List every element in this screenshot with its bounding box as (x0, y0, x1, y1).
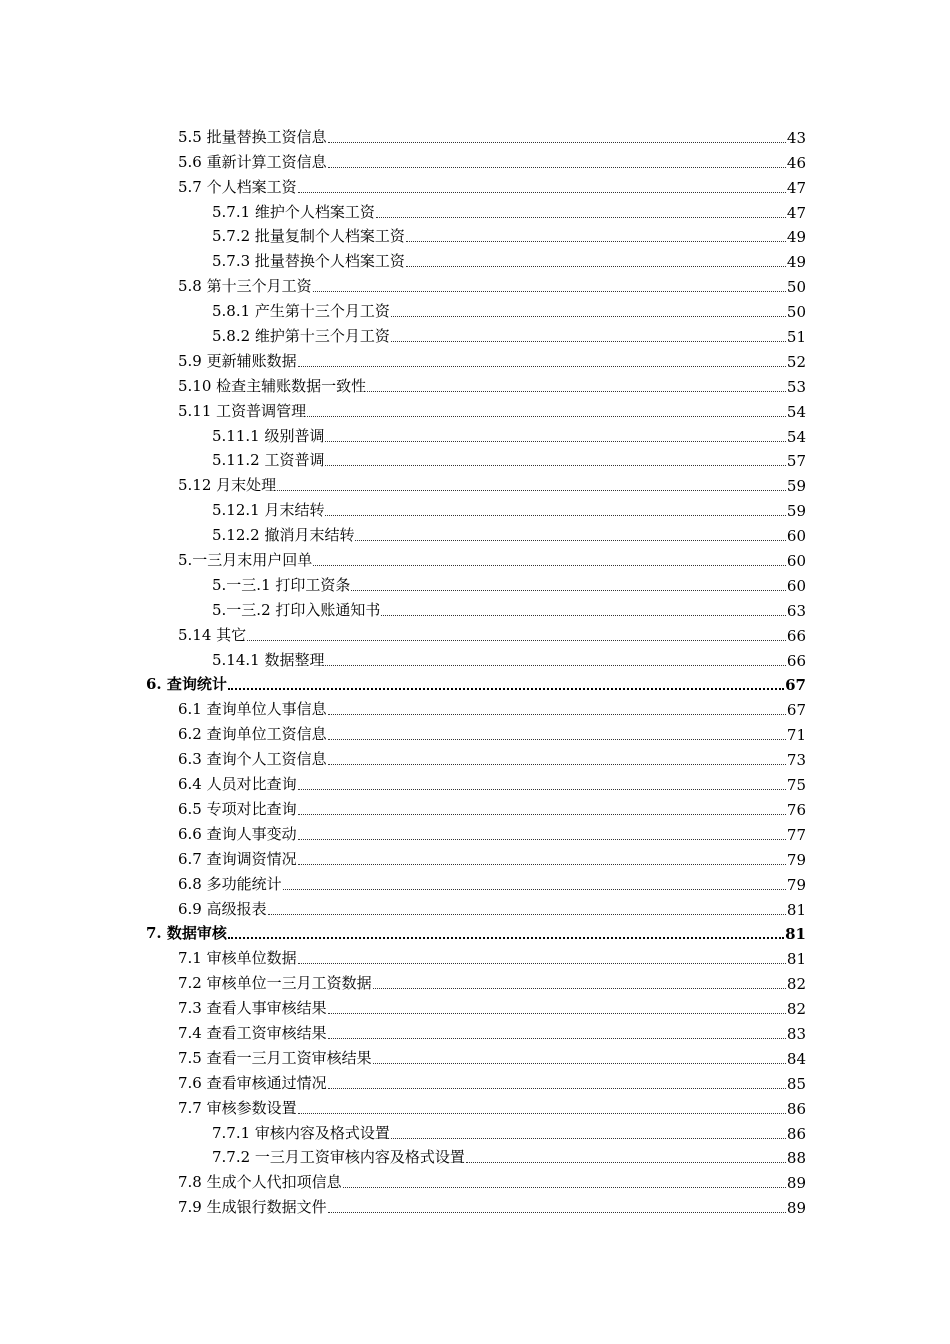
toc-page-number: 73 (786, 751, 806, 770)
toc-entry[interactable] (0, 746, 950, 771)
toc-dot-leader (325, 465, 785, 466)
toc-dot-leader (298, 864, 786, 865)
toc-entry-title: 7.7.1 审核内容及格式设置 (212, 1123, 390, 1142)
toc-entry[interactable] (0, 1020, 950, 1045)
toc-dot-leader (283, 889, 786, 890)
toc-entry[interactable] (0, 846, 950, 871)
toc-entry-title: 6.3 查询个人工资信息 (178, 750, 327, 769)
toc-page-number: 82 (786, 975, 806, 994)
toc-dot-leader (406, 266, 786, 267)
toc-page-number: 75 (786, 776, 806, 795)
toc-page-number: 50 (786, 278, 806, 297)
toc-entry-title: 5.9 更新辅账数据 (178, 351, 297, 370)
toc-page-number: 66 (786, 626, 806, 645)
toc-entry[interactable] (0, 871, 950, 896)
toc-dot-leader (298, 789, 786, 790)
toc-page-number: 60 (786, 552, 806, 571)
toc-entry-title: 6.4 人员对比查询 (178, 775, 297, 794)
toc-dot-leader (298, 963, 786, 964)
toc-chapter-entry[interactable] (0, 672, 950, 697)
table-of-contents (0, 124, 950, 1219)
toc-dot-leader (328, 764, 786, 765)
toc-page-number: 66 (786, 651, 806, 670)
toc-entry-title: 7.7 审核参数设置 (178, 1098, 297, 1117)
toc-page-number: 47 (786, 178, 806, 197)
toc-entry-title: 5.7.3 批量替换个人档案工资 (212, 252, 405, 271)
toc-dot-leader (298, 839, 786, 840)
toc-entry[interactable] (0, 696, 950, 721)
toc-dot-leader (373, 988, 786, 989)
toc-entry[interactable] (0, 896, 950, 921)
toc-entry[interactable] (0, 796, 950, 821)
toc-entry-title: 7.4 查看工资审核结果 (178, 1023, 327, 1042)
toc-page-number: 49 (786, 253, 806, 272)
toc-entry-title: 5.11 工资普调管理 (178, 401, 307, 420)
toc-dot-leader (391, 316, 786, 317)
toc-page-number: 59 (786, 477, 806, 496)
toc-page-number: 59 (786, 502, 806, 521)
toc-entry[interactable] (0, 622, 950, 647)
toc-entry-title: 5.14.1 数据整理 (212, 650, 325, 669)
toc-entry-title: 6.2 查询单位工资信息 (178, 725, 327, 744)
toc-entry[interactable] (0, 647, 950, 672)
toc-entry[interactable] (0, 224, 950, 249)
toc-entry-title: 5.一三.2 打印入账通知书 (212, 600, 381, 619)
toc-entry-title: 5.7 个人档案工资 (178, 177, 297, 196)
toc-dot-leader (313, 565, 786, 566)
toc-dot-leader (367, 391, 786, 392)
toc-page-number: 71 (786, 726, 806, 745)
toc-entry[interactable] (0, 398, 950, 423)
toc-entry[interactable] (0, 472, 950, 497)
toc-page-number: 79 (786, 875, 806, 894)
toc-entry-title: 7.7.2 一三月工资审核内容及格式设置 (212, 1148, 465, 1167)
toc-page-number: 88 (786, 1149, 806, 1168)
toc-entry[interactable] (0, 721, 950, 746)
toc-page-number: 83 (786, 1024, 806, 1043)
toc-dot-leader (406, 241, 786, 242)
toc-entry-title: 5.11.2 工资普调 (212, 451, 325, 470)
toc-dot-leader (391, 341, 786, 342)
toc-page-number: 86 (786, 1099, 806, 1118)
toc-entry-title: 5.12.2 撤消月末结转 (212, 526, 355, 545)
toc-entry-title: 5.11.1 级别普调 (212, 426, 325, 445)
toc-page-number: 89 (786, 1199, 806, 1218)
toc-entry-title: 5.一三月末用户回单 (178, 551, 313, 570)
toc-dot-leader (328, 1038, 786, 1039)
toc-entry-title: 6.7 查询调资情况 (178, 849, 297, 868)
toc-entry-title: 5.14 其它 (178, 625, 247, 644)
toc-entry[interactable] (0, 323, 950, 348)
toc-dot-leader (328, 142, 786, 143)
toc-entry[interactable] (0, 174, 950, 199)
toc-dot-leader (466, 1162, 786, 1163)
toc-dot-leader (328, 1212, 786, 1213)
toc-dot-leader (328, 167, 786, 168)
toc-entry[interactable] (0, 373, 950, 398)
toc-dot-leader (298, 366, 786, 367)
toc-page-number: 60 (786, 527, 806, 546)
toc-entry[interactable] (0, 298, 950, 323)
toc-entry-title: 6.6 查询人事变动 (178, 824, 297, 843)
toc-entry[interactable] (0, 348, 950, 373)
toc-entry-title: 5.7.1 维护个人档案工资 (212, 202, 375, 221)
toc-entry[interactable] (0, 199, 950, 224)
toc-page-number: 77 (786, 825, 806, 844)
toc-page-number: 85 (786, 1074, 806, 1093)
toc-page-number: 82 (786, 1000, 806, 1019)
toc-dot-leader (228, 937, 784, 939)
toc-dot-leader (325, 515, 785, 516)
toc-entry-title: 5.8.1 产生第十三个月工资 (212, 302, 390, 321)
toc-entry-title: 7.1 审核单位数据 (178, 949, 297, 968)
toc-entry[interactable] (0, 995, 950, 1020)
toc-dot-leader (351, 590, 786, 591)
toc-entry[interactable] (0, 248, 950, 273)
toc-entry[interactable] (0, 1095, 950, 1120)
toc-page-number: 67 (785, 676, 806, 695)
toc-page-number: 81 (785, 925, 806, 944)
toc-dot-leader (228, 688, 784, 690)
toc-dot-leader (328, 714, 786, 715)
toc-page-number: 79 (786, 850, 806, 869)
toc-page-number: 43 (786, 128, 806, 147)
toc-dot-leader (381, 615, 786, 616)
toc-page-number: 53 (786, 377, 806, 396)
toc-entry[interactable] (0, 1120, 950, 1145)
toc-entry[interactable] (0, 771, 950, 796)
toc-entry-title: 5.7.2 批量复制个人档案工资 (212, 227, 405, 246)
toc-entry[interactable] (0, 1070, 950, 1095)
toc-dot-leader (343, 1187, 786, 1188)
toc-entry[interactable] (0, 597, 950, 622)
toc-dot-leader (298, 814, 786, 815)
toc-entry-title: 5.12 月末处理 (178, 476, 277, 495)
toc-entry-title: 7.3 查看人事审核结果 (178, 999, 327, 1018)
toc-dot-leader (268, 914, 786, 915)
toc-dot-leader (298, 1113, 786, 1114)
toc-page-number: 47 (786, 203, 806, 222)
toc-entry-title: 7.5 查看一三月工资审核结果 (178, 1048, 372, 1067)
toc-entry-title: 6.5 专项对比查询 (178, 799, 297, 818)
toc-entry-title: 7.8 生成个人代扣项信息 (178, 1173, 342, 1192)
toc-entry[interactable] (0, 448, 950, 473)
toc-dot-leader (325, 441, 785, 442)
toc-entry-title: 5.8 第十三个月工资 (178, 277, 312, 296)
toc-dot-leader (391, 1138, 786, 1139)
toc-entry-title: 5.5 批量替换工资信息 (178, 127, 327, 146)
toc-page-number: 76 (786, 800, 806, 819)
toc-page-number: 46 (786, 153, 806, 172)
toc-dot-leader (328, 1088, 786, 1089)
toc-dot-leader (277, 490, 786, 491)
toc-entry[interactable] (0, 1045, 950, 1070)
toc-dot-leader (328, 739, 786, 740)
toc-page-number: 81 (786, 950, 806, 969)
toc-page-number: 84 (786, 1049, 806, 1068)
toc-entry-title: 6.8 多功能统计 (178, 874, 282, 893)
toc-entry-title: 6. 查询统计 (146, 675, 227, 694)
toc-entry[interactable] (0, 1145, 950, 1170)
toc-page-number: 52 (786, 352, 806, 371)
toc-entry[interactable] (0, 945, 950, 970)
toc-page-number: 57 (786, 452, 806, 471)
toc-page-number: 49 (786, 228, 806, 247)
toc-entry[interactable] (0, 497, 950, 522)
toc-entry[interactable] (0, 522, 950, 547)
toc-entry[interactable] (0, 821, 950, 846)
toc-page-number: 86 (786, 1124, 806, 1143)
toc-entry-title: 7.6 查看审核通过情况 (178, 1073, 327, 1092)
toc-chapter-entry[interactable] (0, 921, 950, 946)
toc-page-number: 63 (786, 601, 806, 620)
toc-page-number: 54 (786, 402, 806, 421)
toc-entry[interactable] (0, 970, 950, 995)
toc-entry[interactable] (0, 572, 950, 597)
toc-page-number: 81 (786, 900, 806, 919)
toc-entry-title: 6.1 查询单位人事信息 (178, 700, 327, 719)
toc-entry-title: 5.6 重新计算工资信息 (178, 152, 327, 171)
toc-entry[interactable] (0, 1169, 950, 1194)
toc-entry[interactable] (0, 273, 950, 298)
toc-dot-leader (307, 416, 786, 417)
toc-entry[interactable] (0, 149, 950, 174)
toc-entry-title: 5.12.1 月末结转 (212, 501, 325, 520)
toc-entry-title: 7.9 生成银行数据文件 (178, 1198, 327, 1217)
toc-entry[interactable] (0, 423, 950, 448)
toc-entry-title: 7.2 审核单位一三月工资数据 (178, 974, 372, 993)
toc-entry[interactable] (0, 547, 950, 572)
toc-entry-title: 5.10 检查主辅账数据一致性 (178, 376, 367, 395)
toc-entry-title: 5.8.2 维护第十三个月工资 (212, 327, 390, 346)
toc-page-number: 54 (786, 427, 806, 446)
toc-entry-title: 5.一三.1 打印工资条 (212, 575, 351, 594)
toc-page-number: 89 (786, 1174, 806, 1193)
toc-dot-leader (373, 1063, 786, 1064)
toc-dot-leader (247, 640, 786, 641)
toc-dot-leader (376, 217, 786, 218)
toc-dot-leader (328, 1013, 786, 1014)
toc-dot-leader (298, 192, 786, 193)
toc-dot-leader (313, 291, 786, 292)
toc-dot-leader (355, 540, 785, 541)
toc-page-number: 51 (786, 328, 806, 347)
toc-entry-title: 7. 数据审核 (146, 924, 227, 943)
toc-entry[interactable] (0, 124, 950, 149)
toc-dot-leader (325, 665, 785, 666)
toc-page-number: 60 (786, 576, 806, 595)
toc-page-number: 67 (786, 701, 806, 720)
toc-entry[interactable] (0, 1194, 950, 1219)
toc-page-number: 50 (786, 303, 806, 322)
toc-entry-title: 6.9 高级报表 (178, 899, 267, 918)
